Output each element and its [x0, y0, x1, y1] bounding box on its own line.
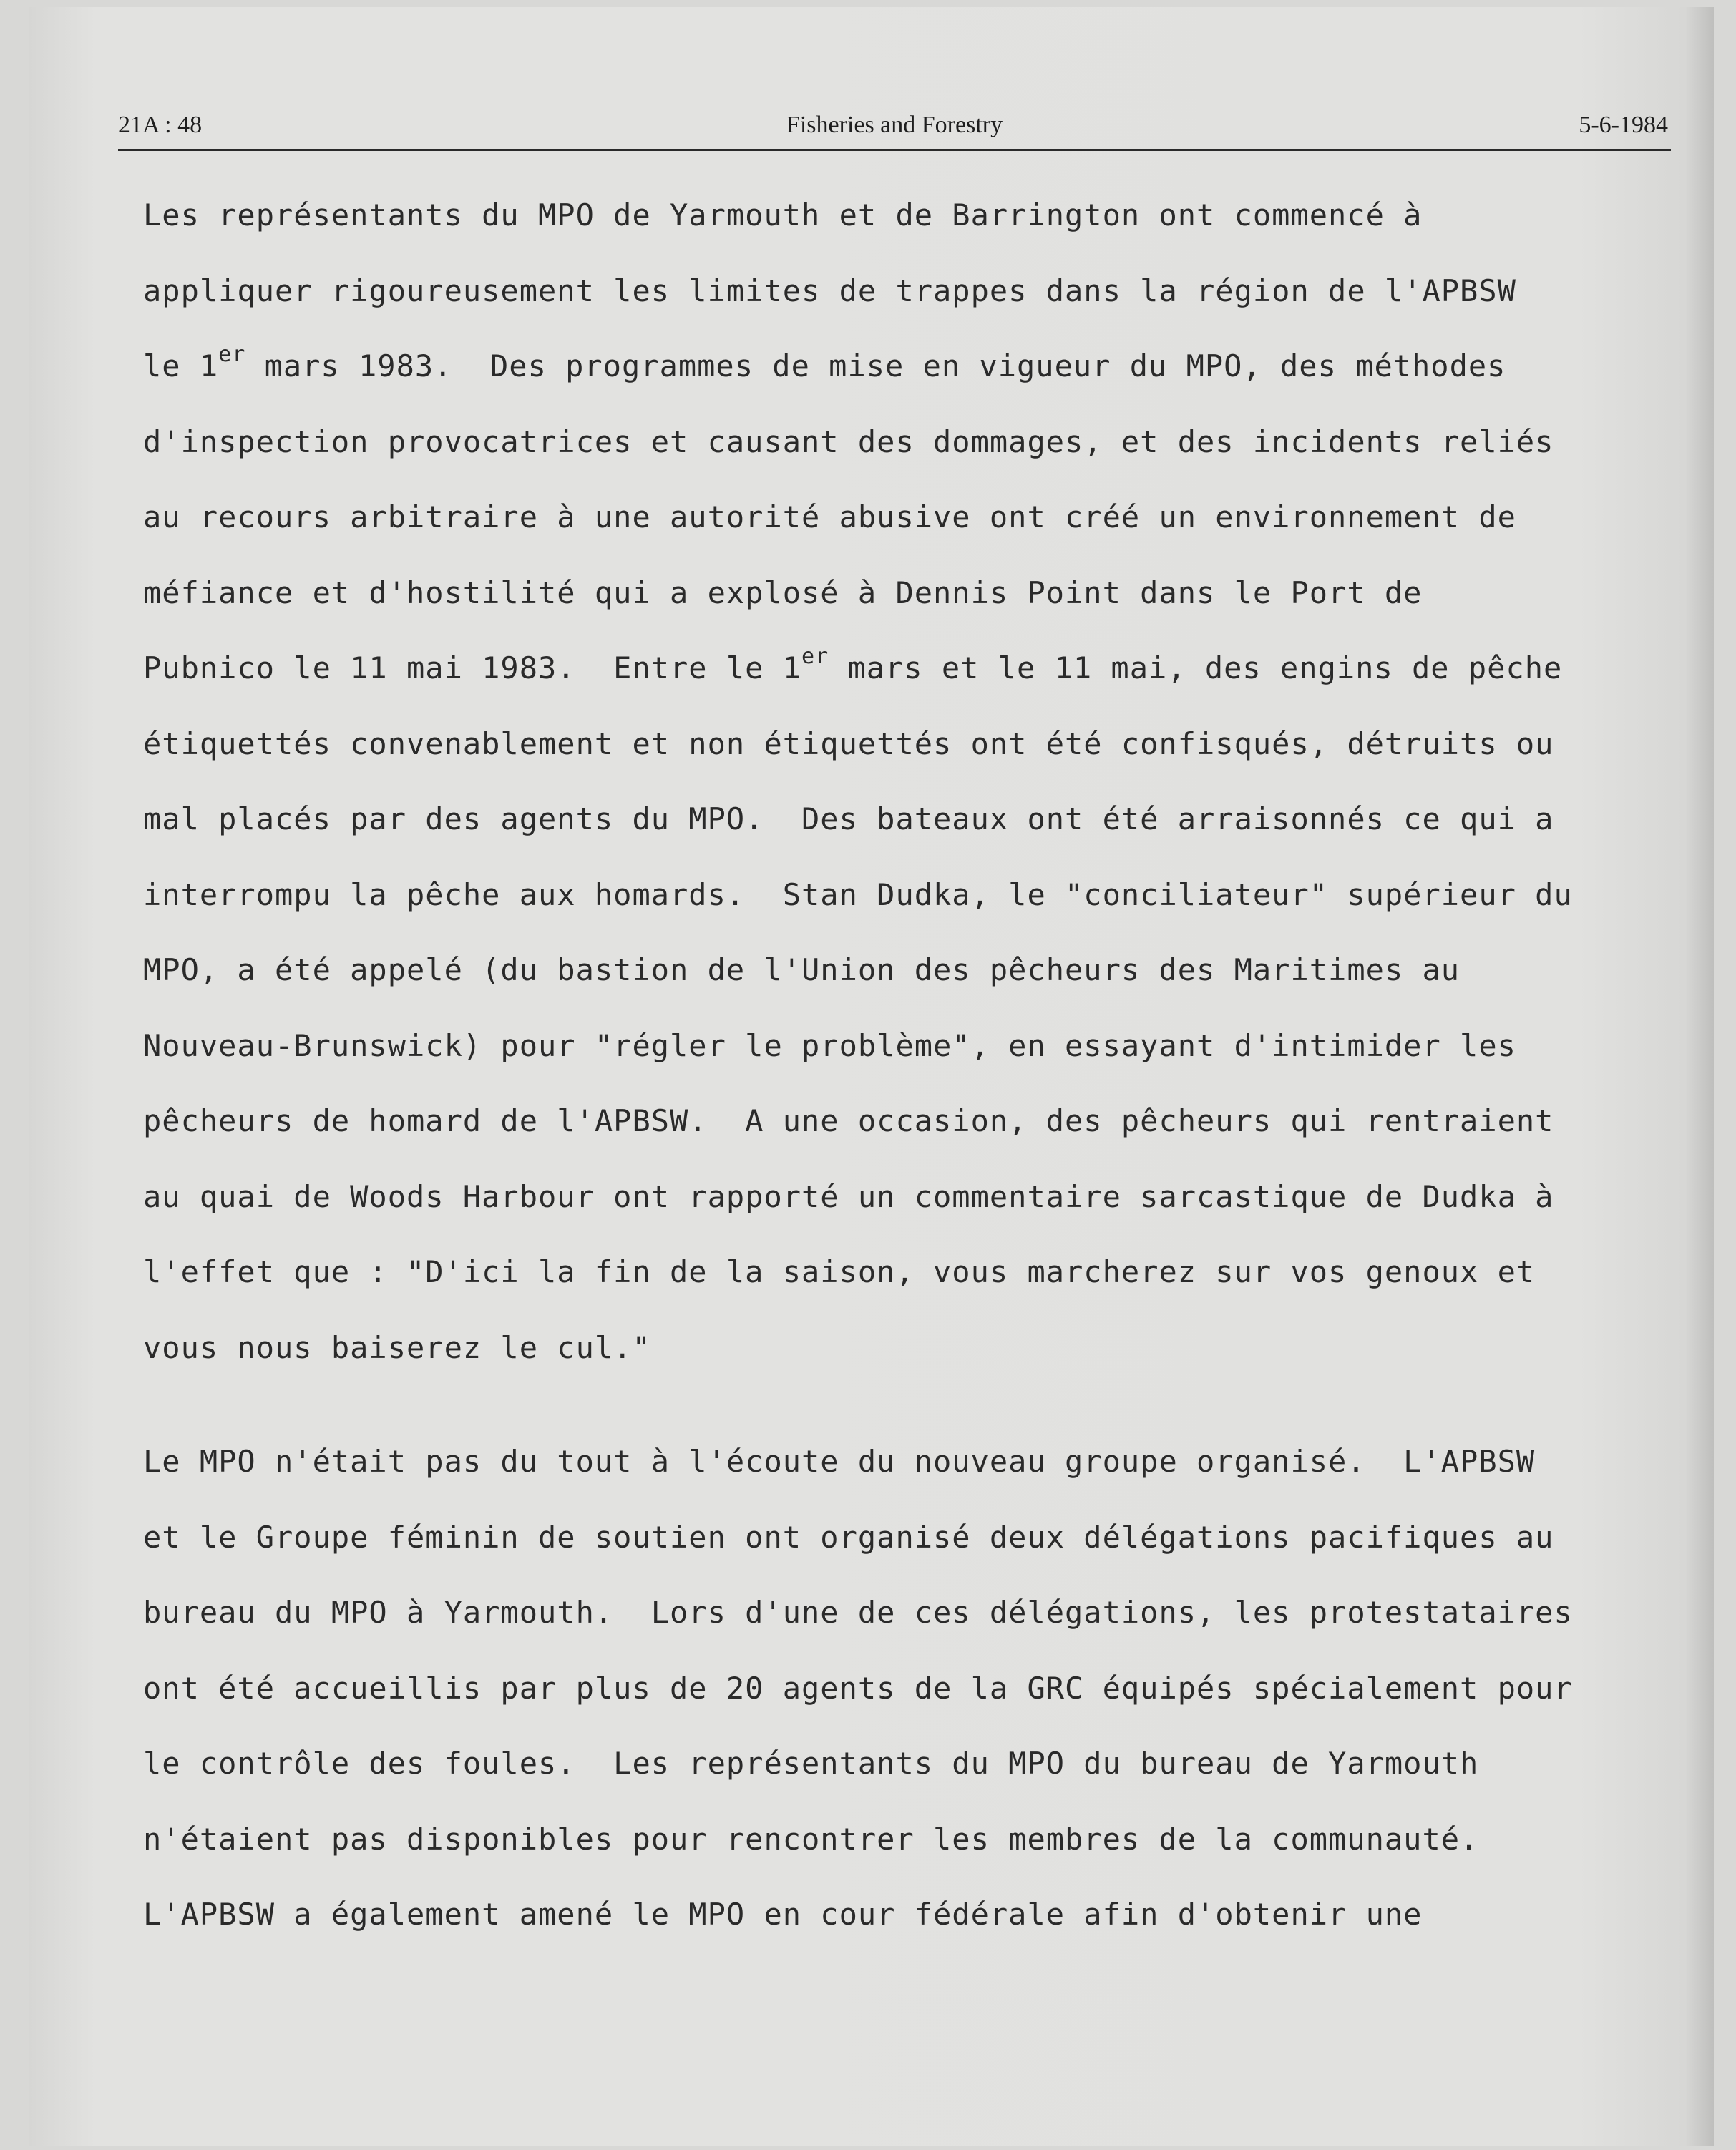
text-line: n'étaient pas disponibles pour rencontrer les membres de la communauté.	[143, 1821, 1479, 1857]
text-fragment: mars et le 11 mai, des engins de pêche	[829, 650, 1563, 685]
text-fragment: mars 1983. Des programmes de mise en vigueur du MPO, des méthodes	[245, 348, 1506, 383]
text-line	[143, 630, 1653, 706]
superscript: er	[801, 644, 829, 669]
text-line: ont été accueillis par plus de 20 agents de la GRC équipés spécialement pour	[143, 1670, 1573, 1706]
paragraph-gap	[143, 1385, 1653, 1424]
text-line: l'effet que : "D'ici la fin de la saison, vous marcherez sur vos genoux et	[143, 1254, 1536, 1289]
page-edge-shadow	[1685, 7, 1714, 2146]
header-page-number: 21A : 48	[118, 112, 203, 138]
document-body	[143, 177, 1653, 1953]
text-line	[143, 328, 1653, 404]
header-title: Fisheries and Forestry	[786, 112, 1003, 138]
paragraph-2	[143, 1424, 1653, 1953]
text-line: au quai de Woods Harbour ont rapporté un commentaire sarcastique de Dudka à	[143, 1178, 1554, 1214]
text-line: étiquettés convenablement et non étiquettés ont été confisqués, détruits ou	[143, 725, 1554, 761]
text-line: le contrôle des foules. Les représentants du MPO du bureau de Yarmouth	[143, 1746, 1479, 1781]
text-line: mal placés par des agents du MPO. Des bateaux ont été arraisonnés ce qui a	[143, 801, 1554, 836]
superscript: er	[218, 342, 246, 367]
text-line: et le Groupe féminin de soutien ont organisé deux délégations pacifiques au	[143, 1519, 1554, 1555]
text-line: Le MPO n'était pas du tout à l'écoute du nouveau groupe organisé. L'APBSW	[143, 1444, 1536, 1479]
page-header	[118, 109, 1671, 151]
text-line: au recours arbitraire à une autorité abusive ont créé un environnement de	[143, 499, 1516, 534]
text-fragment: le 1	[143, 348, 219, 383]
text-line: vous nous baiserez le cul."	[143, 1329, 651, 1365]
text-line: interrompu la pêche aux homards. Stan Dudka, le "conciliateur" supérieur du	[143, 876, 1573, 912]
text-line: Les représentants du MPO de Yarmouth et de Barrington ont commencé à	[143, 197, 1423, 233]
text-line: pêcheurs de homard de l'APBSW. A une occasion, des pêcheurs qui rentraient	[143, 1103, 1554, 1138]
text-fragment: Pubnico le 11 mai 1983. Entre le 1	[143, 650, 802, 685]
text-line: bureau du MPO à Yarmouth. Lors d'une de ces délégations, les protestataires	[143, 1595, 1573, 1630]
text-line: méfiance et d'hostilité qui a explosé à Dennis Point dans le Port de	[143, 575, 1423, 610]
text-line: L'APBSW a également amené le MPO en cour fédérale afin d'obtenir une	[143, 1897, 1423, 1932]
text-line: appliquer rigoureusement les limites de trappes dans la région de l'APBSW	[143, 273, 1516, 308]
header-date: 5-6-1984	[1579, 112, 1668, 138]
text-line: Nouveau-Brunswick) pour "régler le problème", en essayant d'intimider les	[143, 1027, 1516, 1063]
text-line: MPO, a été appelé (du bastion de l'Union des pêcheurs des Maritimes au	[143, 952, 1461, 987]
text-line: d'inspection provocatrices et causant des dommages, et des incidents reliés	[143, 424, 1554, 459]
paragraph-1	[143, 177, 1653, 1385]
